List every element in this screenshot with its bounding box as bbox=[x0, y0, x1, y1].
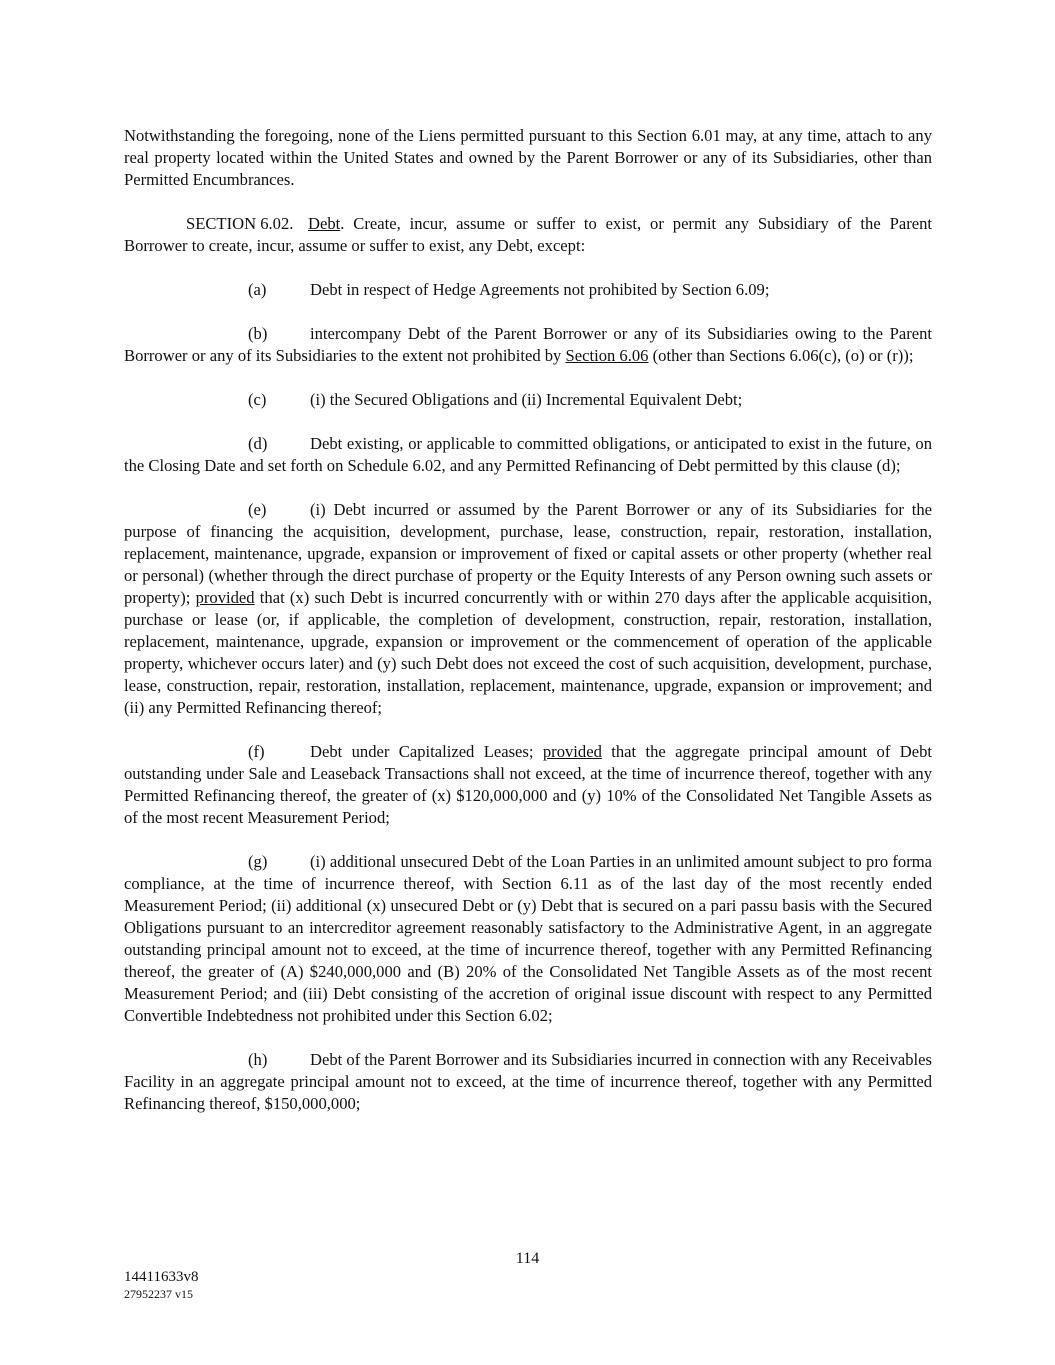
item-d bbox=[124, 433, 932, 477]
page-number: 114 bbox=[515, 1250, 540, 1267]
section-title: Debt bbox=[308, 214, 341, 233]
item-text: (i) Debt incurred or assumed by the Parent Borrower or any of its Subsidiaries for the purpose of financing the acquisition, development, purchase, lease, construction, repair, restoration, installation, replacement, maintenance, upgrade, expansion or improvement of fixed or capital assets or other property (whether real or personal) (whether through the direct purchase of property or the Equity Interests of any Person owning such assets or property); bbox=[124, 500, 932, 607]
item-label: (c) bbox=[248, 390, 267, 409]
item-label: (h) bbox=[248, 1050, 268, 1069]
item-label: (d) bbox=[248, 434, 268, 453]
document-id-primary: 14411633v8 bbox=[124, 1269, 199, 1285]
item-text: Debt in respect of Hedge Agreements not prohibited by Section 6.09; bbox=[310, 280, 770, 299]
item-label: (e) bbox=[248, 500, 267, 519]
item-f bbox=[124, 741, 932, 829]
item-label: (g) bbox=[248, 852, 268, 871]
item-g bbox=[124, 851, 932, 1027]
section-number: SECTION 6.02. bbox=[186, 214, 294, 233]
section-6-02-heading bbox=[124, 213, 932, 257]
item-label: (a) bbox=[248, 280, 267, 299]
intro-paragraph: Notwithstanding the foregoing, none of the Liens permitted pursuant to this Section 6.01 may, at any time, attach to any real property located within the United States and owned by the Parent Borrower or any of its Subsidiaries, other than Permitted Encumbrances. bbox=[124, 126, 932, 189]
section-reference-link: Section 6.06 bbox=[565, 346, 649, 365]
item-text: (i) additional unsecured Debt of the Loan Parties in an unlimited amount subject to pro forma compliance, at the time of incurrence thereof, with Section 6.11 as of the last day of the most recently ended Measurement Period; (ii) additional (x) unsecured Debt or (y) Debt that is secured on a pari passu basis with the Secured Obligations pursuant to an intercreditor agreement reasonably satisfactory to the Administrative Agent, in an aggregate outstanding principal amount not to exceed, at the time of incurrence thereof, together with any Permitted Refinancing thereof, the greater of (A) $240,000,000 and (B) 20% of the Consolidated Net Tangible Assets as of the most recent Measurement Period; and (iii) Debt consisting of the accretion of original issue discount with respect to any Permitted Convertible Indebtedness not prohibited under this Section 6.02; bbox=[124, 852, 932, 1025]
item-text: Debt existing, or applicable to committed obligations, or anticipated to exist in the future, on the Closing Date and set forth on Schedule 6.02, and any Permitted Refinancing of Debt permitted by this clause (d); bbox=[124, 434, 932, 475]
item-label: (b) bbox=[248, 324, 268, 343]
item-text: Debt under Capitalized Leases; bbox=[310, 742, 543, 761]
item-text: that the aggregate principal amount of Debt outstanding under Sale and Leaseback Transactions shall not exceed, at the time of incurrence thereof, together with any Permitted Refinancing thereof, the greater of (x) $120,000,000 and (y) 10% of the Consolidated Net Tangible Assets as of the most recent Measurement Period; bbox=[124, 742, 932, 827]
item-e bbox=[124, 499, 932, 719]
item-b bbox=[124, 323, 932, 367]
item-label: (f) bbox=[248, 742, 265, 761]
provided-term: provided bbox=[542, 742, 602, 761]
section-text: . Create, incur, assume or suffer to exist, or permit any Subsidiary of the Parent Borrower to create, incur, assume or suffer to exist, any Debt, except: bbox=[124, 214, 932, 255]
item-text: that (x) such Debt is incurred concurrently with or within 270 days after the applicable acquisition, purchase or lease (or, if applicable, the completion of development, construction, repair, restoration, installation, replacement, maintenance, upgrade, expansion or improvement or the commencement of operation of the applicable property, whichever occurs later) and (y) such Debt does not exceed the cost of such acquisition, development, purchase, lease, construction, repair, restoration, installation, replacement, maintenance, upgrade, expansion or improvement; and (ii) any Permitted Refinancing thereof; bbox=[124, 588, 932, 717]
item-h bbox=[124, 1049, 932, 1115]
document-page bbox=[124, 125, 932, 1137]
provided-term: provided bbox=[195, 588, 255, 607]
item-text: intercompany Debt of the Parent Borrower or any of its Subsidiaries owing to the Parent Borrower or any of its Subsidiaries to the extent not prohibited by bbox=[124, 324, 932, 365]
item-a bbox=[124, 279, 932, 301]
item-text: (other than Sections 6.06(c), (o) or (r)); bbox=[648, 346, 914, 365]
item-text: (i) the Secured Obligations and (ii) Incremental Equivalent Debt; bbox=[310, 390, 743, 409]
document-id-secondary: 27952237 v15 bbox=[124, 1287, 193, 1301]
item-text: Debt of the Parent Borrower and its Subsidiaries incurred in connection with any Receivables Facility in an aggregate principal amount not to exceed, at the time of incurrence thereof, together with any Permitted Refinancing thereof, $150,000,000; bbox=[124, 1050, 932, 1113]
item-c bbox=[124, 389, 932, 411]
